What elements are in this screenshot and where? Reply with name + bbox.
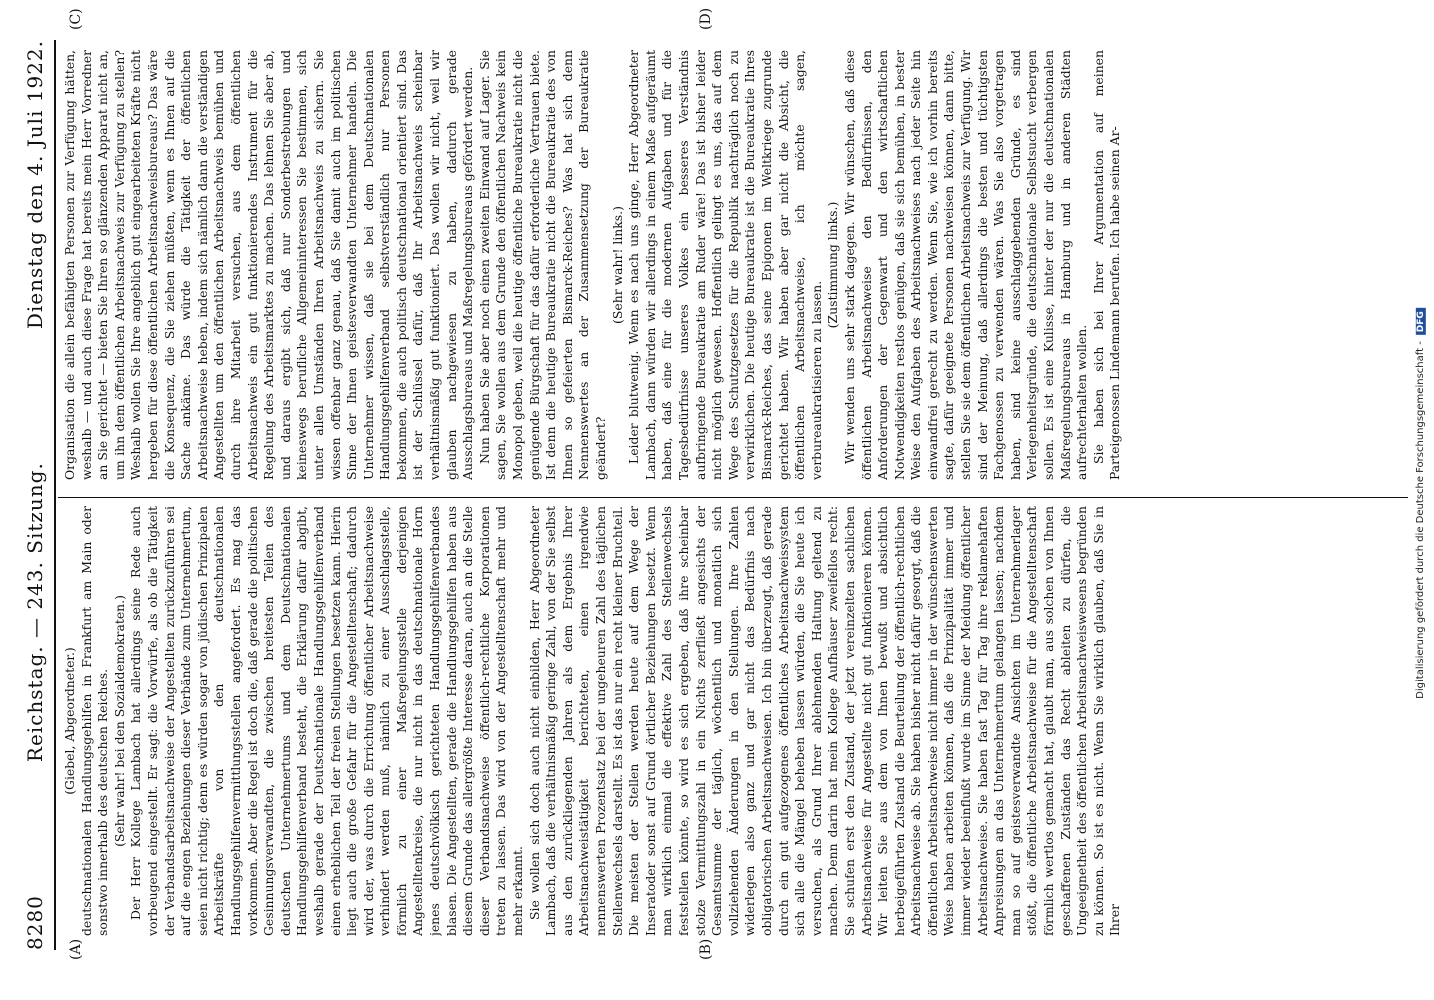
digitization-note <box>1410 8 1430 998</box>
margin-marker-c: (C) <box>68 8 84 30</box>
page-number: 8280 <box>23 895 47 950</box>
margin-marker-a: (A) <box>68 938 84 960</box>
right-interjection-1: (Sehr wahr! links.) <box>609 206 625 324</box>
right-paragraph-6: Wir wenden uns sehr stark dagegen. Wir wünschen, daß diese öffentlichen Arbeitsnachweise den Bedürfnissen, den Anforderungen der Gegenwart und den wirtschaftlichen Notwendigkeiten restlos genügen, daß sie sich bemühen, in bester Weise den Aufgaben des Arbeitsnachweises nach jeder Seite hin einwandfrei gerecht zu werden. Wenn Sie, wie ich vorhin bereits sagte, dafür geeignete Personen nachweisen können, dann bitte, stellen Sie sie dem öffentlichen Arbeitsnachweis zur Verfügung. Wir sind der Meinung, daß allerdings die besten und tüchtigsten Fachgenossen zu verwenden wären. Was Sie also vorgetragen haben, sind keine ausschlaggebenden Gründe, es sind Verlegenheitsgründe, die deutschnationale Selbstsucht verbergen sollen. Es ist eine Kulisse, hinter der nur die deutschnationalen Maßregelungsbureaus in Hamburg und in anderen Städten aufrechterhalten wollen. <box>841 50 1090 480</box>
left-paragraph-3: Der Herr Kollege Lambach hat allerdings seine Rede auch vorbeugend eingestellt. Er sagt: die Vorwürfe, als ob die Tätigkeit der Verbandsarbeitsnachweise der Angestellten zurückzuführen sei auf die engen Beziehungen dieser Verbände zum Unternehmertum, seien nicht richtig; denn es würden sogar von jüdischen Prinzipalen Arbeitskräfte von den deutschnationalen Handlungsgehilfenvermittlungsstellen angefordert. Es mag das vorkommen. Aber die Regel ist doch die, daß gerade die politischen Gesinnungsverwandten, die zwischen breitesten Teilen des deutschen Unternehmertums und dem Deutschnationalen Handlungsgehilfenverband besteht, die Erklärung dafür abgibt, weshalb gerade der Deutschnationale Handlungsgehilfenverband einen erheblichen Teil der freien Stellungen besetzen kann. Hierin liegt auch die große Gefahr für die Angestelltenschaft; dadurch wird der, was durch die Errichtung öffentlicher Arbeitsnachweise verhindert werden muß, nämlich zu einer Ausschlagsstelle, förmlich zu einer Maßregelungsstelle derjenigen Angestelltenkreise, die nur nicht in das deutschnationale Horn jenes deutschvölkisch gerichteten Handlungsgehilfenverbandes blasen. Die Angestellten, gerade die Handlungsgehilfen haben aus diesem Grunde das allergrößte Interesse daran, auch an die Stelle dieser Verbandsnachweise öffentlich-rechtliche Korporationen treten zu lassen. Das wird von der Angestelltenschaft mehr und mehr erkannt. <box>128 506 526 936</box>
rotated-document-page <box>10 7 1420 980</box>
session-title: Reichstag. — 243. Sitzung. <box>23 462 47 763</box>
session-date: Dienstag den 4. Juli 1922. <box>23 40 47 330</box>
right-paragraph-4: Leider blutwenig. Wenn es nach uns ginge, Herr Abgeordneter Lambach, dann würden wir allerdings in einem Maße aufgeräumt haben, daß eine für die modernen Aufgaben und für die Tagesbedürfnisse unseres Volkes ein besseres Verständnis aufbringende Bureaukratie am Ruder wäre! Das ist bisher leider nicht möglich gewesen. Hoffentlich gelingt es uns, das auf dem Wege des Schutzgesetzes für die Republik nachträglich noch zu verwirklichen. Die heutige Bureaukratie ist die Bureaukratie Ihres Bismarck-Reiches, das seine Epigonen im Weltkriege zugrunde gerichtet haben. Wir haben aber gar nicht die Absicht, die öffentlichen Arbeitsnachweise, ich möchte sagen, verbureaukratisieren zu lassen. <box>626 50 824 480</box>
page-header <box>18 40 52 950</box>
column-divider <box>58 497 1408 498</box>
left-interjection: (Sehr wahr! bei den Sozialdemokraten.) <box>111 595 127 847</box>
dfg-logo: DFG <box>1415 308 1425 335</box>
left-paragraph-4: Sie wollen sich doch auch nicht einbilden, Herr Abgeordneter Lambach, daß die verhältnismäßig geringe Zahl, von der Sie selbst aus den zurückliegenden Jahren als dem Ergebnis Ihrer Arbeitsnachweistätigkeit berichteten, einen irgendwie nennenswerten Prozentsatz bei der ungeheuren Zahl des täglichen Stellenwechsels darstellt. Es ist das nur ein recht kleiner Bruchteil. Die meisten der Stellen werden heute auf dem Wege der Inseratoder sonst auf Grund örtlicher Beziehungen besetzt. Wenn man wirklich einmal die effektive Zahl des Stellenwechsels feststellen könnte, so wird es sich ergeben, daß ihre scheinbar stolze Vermittlungszahl in ein Nichts zerfließt angesichts der Gesamtsumme der täglich, wöchentlich und monatlich sich vollziehenden Änderungen in den Stellungen. Ihre Zahlen widerlegen also ganz und gar nicht das Bedürfnis nach obligatorischen Arbeitsnachweisen. Ich bin überzeugt, daß gerade durch ein gut aufgezogenes öffentliches Arbeitsnachweissystem sich alle die Mängel beheben lassen würden, die Sie heute ich versuchen, als Grund Ihrer ablehnenden Haltung geltend zu machen. Denn darin hat mein Kollege Aufhäuser zweifellos recht: Sie schufen erst den Zustand, der jetzt vereinzelten sachlichen Arbeitsnachweise für Angestellte nicht gut funktionieren können. Wir leiten Sie aus dem von Ihnen bewußt und absichtlich herbeigeführten Zustand die Beurteilung der öffentlich-rechtlichen Arbeitsnachweise ab. Sie haben bisher nicht dafür gesorgt, daß die öffentlichen Arbeitsnachweise nicht immer in der wünschenswerten Weise haben arbeiten können, daß die Prinzipalität immer und immer wieder beeinflußt wurde im Sinne der Meidung öffentlicher Arbeitsnachweise. Sie haben fast Tag für Tag ihre reklamehaften Anpreisungen an das Unternehmertum gelangen lassen; nachdem man so auf geistesverwandte Ansichten im Unternehmerlager stößt, die öffentliche Arbeitsnachweise für die Angestelltenschaft förmlich wertlos gemacht hat, glaubt man, aus solchen von Ihnen geschaffenen Zuständen das Recht ableiten zu dürfen, die Ungeeignetheit des öffentlichen Arbeitsnachweiswesens begründen zu können. So ist es nicht. Wenn Sie wirklich glauben, daß Sie in Ihrer <box>526 506 1123 936</box>
right-column <box>62 50 1407 480</box>
right-paragraph-7: Sie haben sich bei Ihrer Argumentation auf meinen Parteigenossen Lindemann berufen. Ich habe seinen Ar- <box>1090 50 1123 480</box>
right-paragraph-1: Organisation die allein befähigten Personen zur Verfügung hätten, weshalb — und auch diese Frage hat bereits mein Herr Vorredner an Sie gerichtet — bieten Sie Ihren so glänzenden Apparat nicht an, um ihn dem öffentlichen Arbeitsnachweis zur Verfügung zu stellen? Weshalb wollen Sie Ihre angeblich gut eingearbeiteten Kräfte nicht hergeben für diese öffentlichen Arbeitsnachweisbureaus? Das wäre die Konsequenz, die Sie ziehen müßten, wenn es Ihnen auf die Sache ankäme. Das würde die Tätigkeit der öffentlichen Arbeitsnachweise heben, indem sich nämlich dann die verständigen Angestellten um den öffentlichen Arbeitsnachweis bemühen und durch ihre Mitarbeit versuchen, aus dem öffentlichen Arbeitsnachweis ein gut funktionierendes Instrument für die Regelung des Arbeitsmarktes zu machen. Das lehnen Sie aber ab, und daraus ergibt sich, daß nur Sonderbestrebungen und keineswegs berufliche Allgemeininteressen Sie bestimmen, sich unter allen Umständen Ihren Arbeitsnachweis zu sichern. Sie wissen offenbar ganz genau, daß Sie damit auch im politischen Sinne der Ihnen geistesverwandten Unternehmer handeln. Die Unternehmer wissen, daß sie bei dem Deutschnationalen Handlungsgehilfenverband selbstverständlich nur Personen bekommen, die auch politisch deutschnational orientiert sind. Das ist der Schlüssel dafür, daß Ihr Arbeitsnachweis scheinbar verhältnismäßig gut funktioniert. Das wollen wir nicht, weil wir glauben nachgewiesen zu haben, dadurch gerade Ausschlagsbureaus und Maßregelungsbureaus gefördert werden. <box>62 50 476 480</box>
margin-marker-b: (B) <box>698 938 714 960</box>
speaker-label: (Giebel, Abgeordneter.) <box>62 647 77 795</box>
left-column <box>62 506 1407 936</box>
right-paragraph-2: Nun haben Sie aber noch einen zweiten Einwand auf Lager. Sie sagen, Sie wollen aus dem Grunde den öffentlichen Nachweis kein Monopol geben, weil die heutige öffentliche Bureaukratie nicht die genügende Bürgschaft für das dafür erforderliche Vertrauen biete. Ist denn die heutige Bureaukratie nicht die Bureaukratie des von Ihnen so gefeierten Bismarck-Reiches? Was hat sich denn Nennenswertes an der Zusammensetzung der Bureaukratie geändert? <box>476 50 608 480</box>
header-rule <box>54 40 56 950</box>
digitization-text: Digitalisierung gefördert durch die Deutsche Forschungsgemeinschaft - <box>1414 340 1426 699</box>
margin-marker-d: (D) <box>698 7 714 30</box>
left-paragraph-1: deutschnationalen Handlungsgehilfen in Frankfurt am Main oder sonstwo innerhalb des deutschen Reiches. <box>78 506 111 936</box>
right-interjection-2: (Zustimmung links.) <box>825 201 841 329</box>
